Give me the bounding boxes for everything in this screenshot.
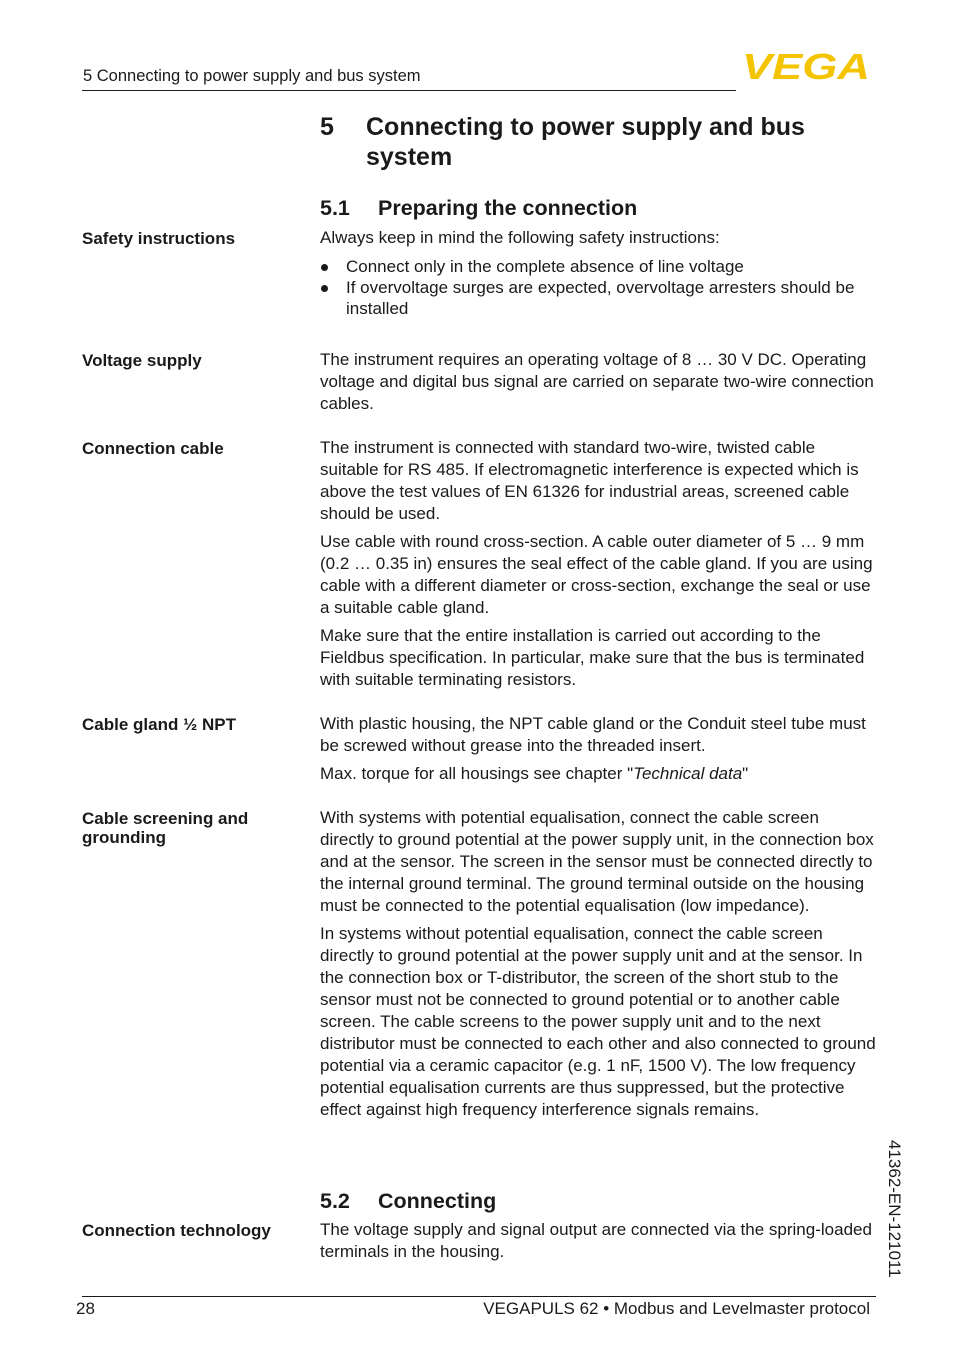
- header-rule: [82, 90, 736, 91]
- cable-paragraph: Use cable with round cross-section. A cable outer diameter of 5 … 9 mm (0.2 … 0.35 in) ensures the seal effect of the cable gland. If you are using cable with a different diameter or cross-section, exchange the seal or use a suitable cable gland.: [320, 532, 873, 617]
- cable-paragraph: The instrument is connected with standard two-wire, twisted cable suitable for RS 485. If electromagnetic interference is expected which is above the test values of EN 61326 for industrial areas, screened cable should be used.: [320, 438, 859, 523]
- chapter-heading: [320, 112, 890, 174]
- screening-paragraph: In systems without potential equalisation, connect the cable screen directly to ground potential at the power supply unit and at the sensor. In the connection box or T-distributor, the screen of the short stub to the sensor must not be connected to ground potential or to another cable screen. The cable screens to the power supply unit and to the next distributor must be connected to each other and also connected to ground potential via a ceramic capacitor (e.g. 1 nF, 1500 V). The low frequency potential equalisation currents are thus suppressed, but the protective effect against high frequency interference signals remains.: [320, 924, 876, 1119]
- technology-text-block: [320, 1219, 876, 1269]
- section-title: Connecting: [378, 1189, 497, 1213]
- page-number: 28: [76, 1299, 95, 1318]
- label-voltage-supply: Voltage supply: [82, 351, 202, 370]
- footer-doc-title: VEGAPULS 62 • Modbus and Levelmaster protocol: [483, 1299, 870, 1318]
- section-heading-5-1: [320, 195, 637, 221]
- screening-text-block: [320, 807, 876, 1127]
- list-item: Connect only in the complete absence of line voltage: [320, 256, 876, 277]
- document-number: [876, 1140, 916, 1295]
- label-cable-gland: Cable gland ½ NPT: [82, 715, 236, 734]
- safety-intro-text: Always keep in mind the following safety instructions:: [320, 228, 720, 247]
- footer-rule: [82, 1296, 876, 1297]
- running-header: 5 Connecting to power supply and bus system: [83, 67, 421, 85]
- logo-text: VEGA: [742, 52, 870, 82]
- gland-text-block: [320, 713, 876, 791]
- bullet-icon: [321, 264, 328, 271]
- chapter-number: 5: [320, 113, 334, 141]
- bullet-icon: [321, 285, 328, 292]
- screening-paragraph: With systems with potential equalisation, connect the cable screen directly to ground potential at the power supply unit, in the connection box and at the sensor. The screen in the sensor must be connected directly to the internal ground terminal. The ground terminal outside on the housing must be connected to the potential equalisation (low impedance).: [320, 808, 874, 915]
- section-number: 5.1: [320, 196, 350, 220]
- gland-torque-note: Max. torque for all housings see chapter "Technical data": [320, 764, 749, 783]
- chapter-reference: Technical data: [633, 764, 743, 783]
- gland-paragraph: With plastic housing, the NPT cable gland or the Conduit steel tube must be screwed without grease into the threaded insert.: [320, 714, 866, 755]
- vega-logo: [742, 52, 872, 82]
- cable-paragraph: Make sure that the entire installation is carried out according to the Fieldbus specification. In particular, make sure that the bus is terminated with suitable terminating resistors.: [320, 626, 865, 689]
- label-connection-cable: Connection cable: [82, 439, 224, 458]
- document-number-text: 41362-EN-121011: [885, 1140, 904, 1278]
- section-number: 5.2: [320, 1189, 350, 1213]
- section-title: Preparing the connection: [378, 196, 638, 220]
- technology-text: The voltage supply and signal output are connected via the spring-loaded terminals in the housing.: [320, 1220, 872, 1261]
- voltage-text-block: [320, 349, 876, 421]
- safety-bullet-list: [320, 256, 876, 319]
- label-cable-screening: Cable screening and grounding: [82, 809, 249, 847]
- safety-intro: [320, 227, 876, 255]
- label-connection-technology: Connection technology: [82, 1221, 271, 1240]
- section-heading-5-2: [320, 1188, 496, 1214]
- label-safety-instructions: Safety instructions: [82, 229, 236, 248]
- chapter-title: Connecting to power supply and bus system: [366, 113, 805, 171]
- list-item: If overvoltage surges are expected, overvoltage arresters should be installed: [320, 277, 876, 319]
- voltage-text: The instrument requires an operating voltage of 8 … 30 V DC. Operating voltage and digital bus signal are carried on separate two-wire connection cables.: [320, 350, 874, 413]
- cable-text-block: [320, 437, 876, 697]
